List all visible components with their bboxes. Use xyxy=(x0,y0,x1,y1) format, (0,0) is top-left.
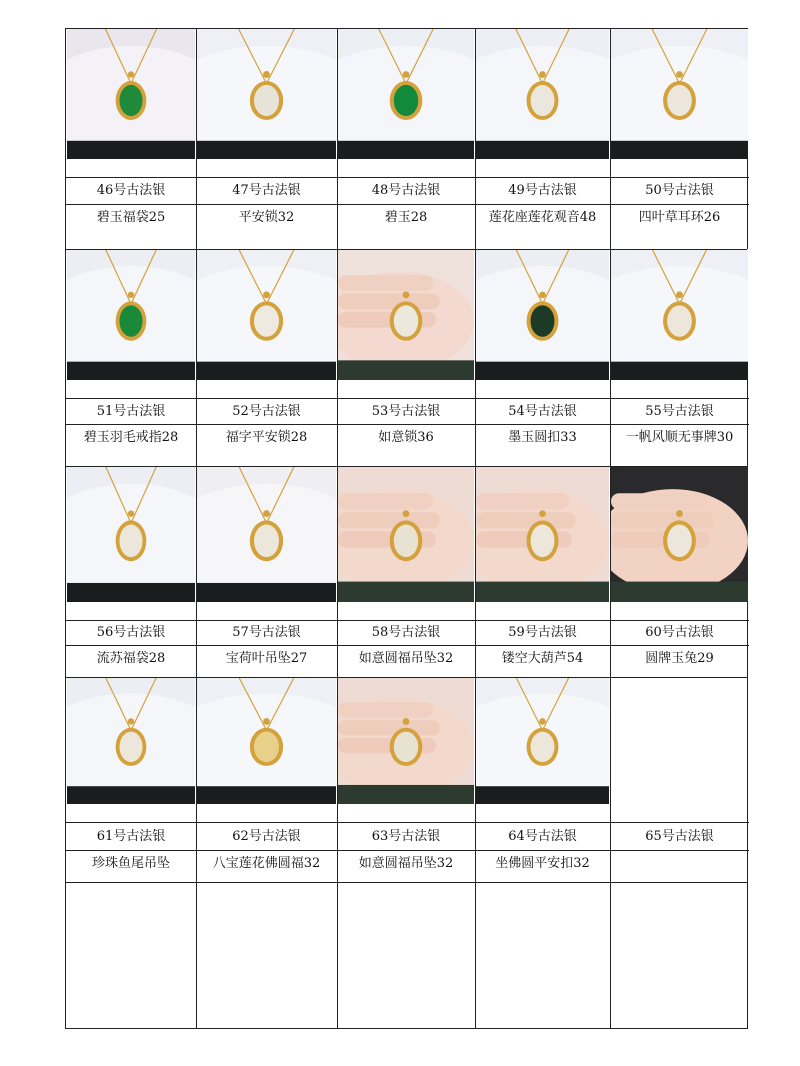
product-code: 48号古法银 xyxy=(337,177,475,204)
product-name: 一帆风顺无事牌30 xyxy=(610,424,749,466)
product-name: 莲花座莲花观音48 xyxy=(475,204,610,249)
product-name: 如意圆福吊坠32 xyxy=(337,645,475,677)
column-divider xyxy=(337,29,338,1028)
product-photo-cell xyxy=(337,29,475,177)
jewelry-photo xyxy=(611,466,748,602)
product-photo-cell xyxy=(196,677,337,822)
product-code: 51号古法银 xyxy=(66,398,196,424)
product-name: 镂空大葫芦54 xyxy=(475,645,610,677)
product-photo-cell xyxy=(610,29,749,177)
product-photo-cell xyxy=(337,466,475,620)
product-name: 珍珠鱼尾吊坠 xyxy=(66,850,196,882)
product-photo-cell xyxy=(66,677,196,822)
jewelry-photo xyxy=(67,249,195,380)
jewelry-photo xyxy=(67,466,195,602)
product-code: 53号古法银 xyxy=(337,398,475,424)
product-photo-cell xyxy=(475,466,610,620)
jewelry-photo xyxy=(197,249,336,380)
column-divider xyxy=(610,29,611,1028)
product-photo-cell xyxy=(196,249,337,398)
row-divider xyxy=(66,249,747,250)
product-photo-cell xyxy=(66,249,196,398)
jewelry-photo xyxy=(338,249,474,380)
row-divider xyxy=(66,677,747,678)
product-code: 57号古法银 xyxy=(196,620,337,645)
product-name: 流苏福袋28 xyxy=(66,645,196,677)
jewelry-photo xyxy=(338,466,474,602)
product-name: 宝荷叶吊坠27 xyxy=(196,645,337,677)
product-code: 62号古法银 xyxy=(196,822,337,850)
jewelry-photo xyxy=(476,677,609,804)
product-code: 50号古法银 xyxy=(610,177,749,204)
product-photo-cell xyxy=(66,466,196,620)
product-photo-cell xyxy=(475,677,610,822)
jewelry-photo xyxy=(611,29,748,159)
product-table xyxy=(65,28,748,1029)
product-code: 63号古法银 xyxy=(337,822,475,850)
jewelry-photo xyxy=(476,466,609,602)
product-photo-cell xyxy=(475,249,610,398)
product-photo-cell xyxy=(610,249,749,398)
column-divider xyxy=(475,29,476,1028)
product-name: 碧玉28 xyxy=(337,204,475,249)
product-name: 圆牌玉兔29 xyxy=(610,645,749,677)
product-photo-cell xyxy=(475,29,610,177)
product-name: 八宝莲花佛圆福32 xyxy=(196,850,337,882)
column-divider xyxy=(196,29,197,1028)
product-name: 如意锁36 xyxy=(337,424,475,466)
product-photo-cell xyxy=(610,466,749,620)
jewelry-photo xyxy=(338,677,474,804)
product-code: 56号古法银 xyxy=(66,620,196,645)
product-name: 墨玉圆扣33 xyxy=(475,424,610,466)
product-photo-cell xyxy=(337,677,475,822)
product-code: 60号古法银 xyxy=(610,620,749,645)
product-name: 四叶草耳环26 xyxy=(610,204,749,249)
jewelry-photo xyxy=(67,29,195,159)
product-name: 福字平安锁28 xyxy=(196,424,337,466)
product-name: 坐佛圆平安扣32 xyxy=(475,850,610,882)
product-photo-cell xyxy=(196,29,337,177)
product-photo-cell xyxy=(337,249,475,398)
product-code: 52号古法银 xyxy=(196,398,337,424)
jewelry-photo xyxy=(476,29,609,159)
product-name: 如意圆福吊坠32 xyxy=(337,850,475,882)
product-code: 58号古法银 xyxy=(337,620,475,645)
jewelry-photo xyxy=(338,29,474,159)
product-code: 64号古法银 xyxy=(475,822,610,850)
product-name: 平安锁32 xyxy=(196,204,337,249)
row-divider xyxy=(66,466,747,467)
product-name: 碧玉羽毛戒指28 xyxy=(66,424,196,466)
product-photo-cell xyxy=(610,677,749,822)
row-divider xyxy=(66,882,747,883)
jewelry-photo xyxy=(476,249,609,380)
product-photo-cell xyxy=(196,466,337,620)
product-code: 54号古法银 xyxy=(475,398,610,424)
jewelry-photo xyxy=(197,29,336,159)
product-photo-cell xyxy=(66,29,196,177)
jewelry-photo xyxy=(611,249,748,380)
product-code: 46号古法银 xyxy=(66,177,196,204)
jewelry-photo xyxy=(67,677,195,804)
product-code: 61号古法银 xyxy=(66,822,196,850)
product-code: 55号古法银 xyxy=(610,398,749,424)
product-name xyxy=(610,850,749,882)
product-name: 碧玉福袋25 xyxy=(66,204,196,249)
jewelry-photo xyxy=(197,466,336,602)
product-code: 65号古法银 xyxy=(610,822,749,850)
product-code: 47号古法银 xyxy=(196,177,337,204)
product-code: 59号古法银 xyxy=(475,620,610,645)
product-code: 49号古法银 xyxy=(475,177,610,204)
jewelry-photo xyxy=(197,677,336,804)
